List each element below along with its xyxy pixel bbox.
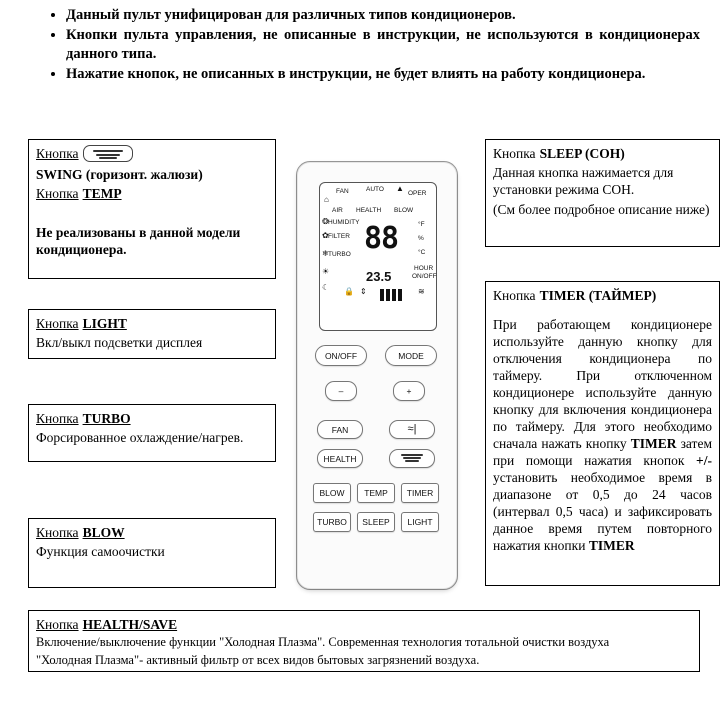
sleep-line1: Данная кнопка нажимается для установки режима СОН.	[493, 165, 674, 197]
turbo-title-row	[36, 410, 268, 427]
lcd-health-label: HEALTH	[356, 207, 382, 214]
lcd-hour-label: HOUR	[414, 265, 434, 272]
remote-onoff-button[interactable]: ON/OFF	[315, 345, 367, 366]
remote-swing-vertical-button[interactable]	[389, 420, 435, 439]
droplet-icon: ❂	[322, 217, 329, 226]
callout-health-save	[28, 610, 700, 672]
lcd-turbo-label: TURBO	[328, 251, 351, 258]
signal-icon: ▲	[396, 184, 404, 193]
remote-light-button[interactable]: LIGHT	[401, 512, 439, 532]
remote-minus-button[interactable]: –	[325, 381, 357, 401]
light-label-prefix: Кнопка	[36, 316, 79, 331]
blow-text: Функция самоочистки	[36, 544, 165, 559]
remote-timer-button[interactable]: TIMER	[401, 483, 439, 503]
remote-turbo-button[interactable]: TURBO	[313, 512, 351, 532]
callout-turbo	[28, 404, 276, 462]
lcd-main-value: 88	[364, 221, 399, 256]
lcd-onoff-label: ON/OFF	[412, 273, 437, 280]
timer-text-1: При работающем кондиционере используйте данную кнопку для отключения кондиционера по таймеру. При отключенном кондиционере используйте данную кнопку для включения кондиционера по таймеру. Для этого необходимо сначала нажать кнопку	[493, 317, 712, 451]
sleep-title-row	[493, 145, 712, 162]
blow-label-bold: BLOW	[82, 525, 125, 540]
health-line2: "Холодная Плазма"- активный фильтр от всех видов бытовых загрязнений воздуха.	[36, 653, 480, 667]
lcd-fahrenheit-unit: °F	[418, 221, 425, 228]
moon-icon: ☾	[322, 283, 330, 292]
swing-label-suffix: SWING (горизонт. жалюзи)	[36, 167, 203, 182]
sun-icon: ☀	[322, 267, 330, 276]
timer-label-bold: TIMER (ТАЙМЕР)	[539, 288, 657, 303]
lcd-percent-unit: %	[418, 235, 424, 242]
snowflake-icon: ❄	[322, 249, 329, 258]
turbo-label-bold: TURBO	[82, 411, 131, 426]
up-down-arrow-icon: ⇕	[360, 287, 367, 296]
remote-control-illustration	[296, 161, 458, 590]
remote-lcd-display	[319, 182, 437, 331]
health-line1: Включение/выключение функции "Холодная Плазма". Современная технология тотальной очистки воздуха	[36, 635, 610, 649]
temp-label-bold: TEMP	[82, 186, 122, 201]
swing-vertical-icon: ≈|	[407, 423, 417, 435]
health-label-bold: HEALTH/SAVE	[82, 617, 178, 632]
remote-health-button[interactable]: HEALTH	[317, 449, 363, 468]
callout-blow	[28, 518, 276, 588]
lcd-humidity-label: HUMIDITY	[328, 219, 360, 226]
light-text: Вкл/выкл подсветки дисплея	[36, 335, 203, 350]
remote-fan-button[interactable]: FAN	[317, 420, 363, 439]
light-title-row	[36, 315, 268, 332]
timer-bold-3: TIMER	[588, 538, 635, 553]
health-label-prefix: Кнопка	[36, 617, 79, 632]
callout-swing-temp	[28, 139, 276, 279]
health-title-row	[36, 616, 692, 633]
timer-label-prefix: Кнопка	[493, 288, 536, 303]
remote-temp-button[interactable]: TEMP	[357, 483, 395, 503]
remote-swing-horizontal-button[interactable]	[389, 449, 435, 468]
callout-light	[28, 309, 276, 359]
turbo-label-prefix: Кнопка	[36, 411, 79, 426]
lcd-filter-label: FILTER	[328, 233, 350, 240]
bullet-item: • Данный пульт унифицирован для различных типов кондиционеров.	[66, 6, 700, 25]
home-icon: ⌂	[324, 195, 329, 204]
lcd-oper-label: OPER	[408, 190, 427, 197]
lcd-fan-label: FAN	[336, 188, 349, 195]
remote-mode-button[interactable]: MODE	[385, 345, 437, 366]
callout-timer	[485, 281, 720, 586]
sleep-line2: (См более подробное описание ниже)	[493, 202, 710, 217]
lcd-blow-label: BLOW	[394, 207, 414, 214]
timer-bold-2: +/-	[696, 453, 712, 468]
lock-icon: 🔒	[344, 287, 354, 296]
remote-plus-button[interactable]: +	[393, 381, 425, 401]
bullet-item: • Нажатие кнопок, не описанных в инструкции, не будет влиять на работу кондиционера.	[66, 65, 700, 84]
intro-bullet-list	[40, 6, 700, 85]
timer-text-3: установить необходимое время в диапазоне от 0,5 до 24 часов (интервал 0,5 часа) и зафиксировать данное время путем повторного нажатия кнопки	[493, 470, 712, 553]
timer-body	[493, 316, 712, 554]
timer-bold-1: TIMER	[630, 436, 677, 451]
swing-note: Не реализованы в данной модели кондиционера.	[36, 225, 241, 257]
blow-title-row	[36, 524, 268, 541]
sleep-label-bold: SLEEP (СОН)	[539, 146, 625, 161]
swing-label-prefix: Кнопка	[36, 146, 79, 161]
airflow-icon: ≋	[418, 287, 425, 296]
lcd-celsius-unit: °C	[418, 249, 426, 256]
lcd-air-label: AIR	[332, 207, 343, 214]
light-label-bold: LIGHT	[82, 316, 127, 331]
swing-horizontal-icon	[399, 453, 425, 464]
lcd-temperature-value: 23.5	[366, 269, 392, 284]
turbo-text: Форсированное охлаждение/нагрев.	[36, 430, 244, 445]
lcd-auto-label: AUTO	[366, 186, 384, 193]
remote-blow-button[interactable]: BLOW	[313, 483, 351, 503]
lcd-fan-speed-bars	[380, 289, 414, 301]
timer-title-row	[493, 287, 712, 304]
blow-label-prefix: Кнопка	[36, 525, 79, 540]
callout-sleep	[485, 139, 720, 247]
remote-sleep-button[interactable]: SLEEP	[357, 512, 395, 532]
sleep-label-prefix: Кнопка	[493, 146, 536, 161]
timer-text-2: затем при помощи нажатия кнопок	[493, 436, 712, 468]
temp-label-prefix: Кнопка	[36, 186, 79, 201]
swing-title-row	[36, 145, 268, 183]
swing-louver-icon	[83, 145, 133, 162]
bullet-item: • Кнопки пульта управления, не описанные в инструкции, не используются в кондиционерах данного типа.	[66, 26, 700, 64]
temp-title-row	[36, 185, 268, 202]
leaf-icon: ✿	[322, 231, 329, 240]
